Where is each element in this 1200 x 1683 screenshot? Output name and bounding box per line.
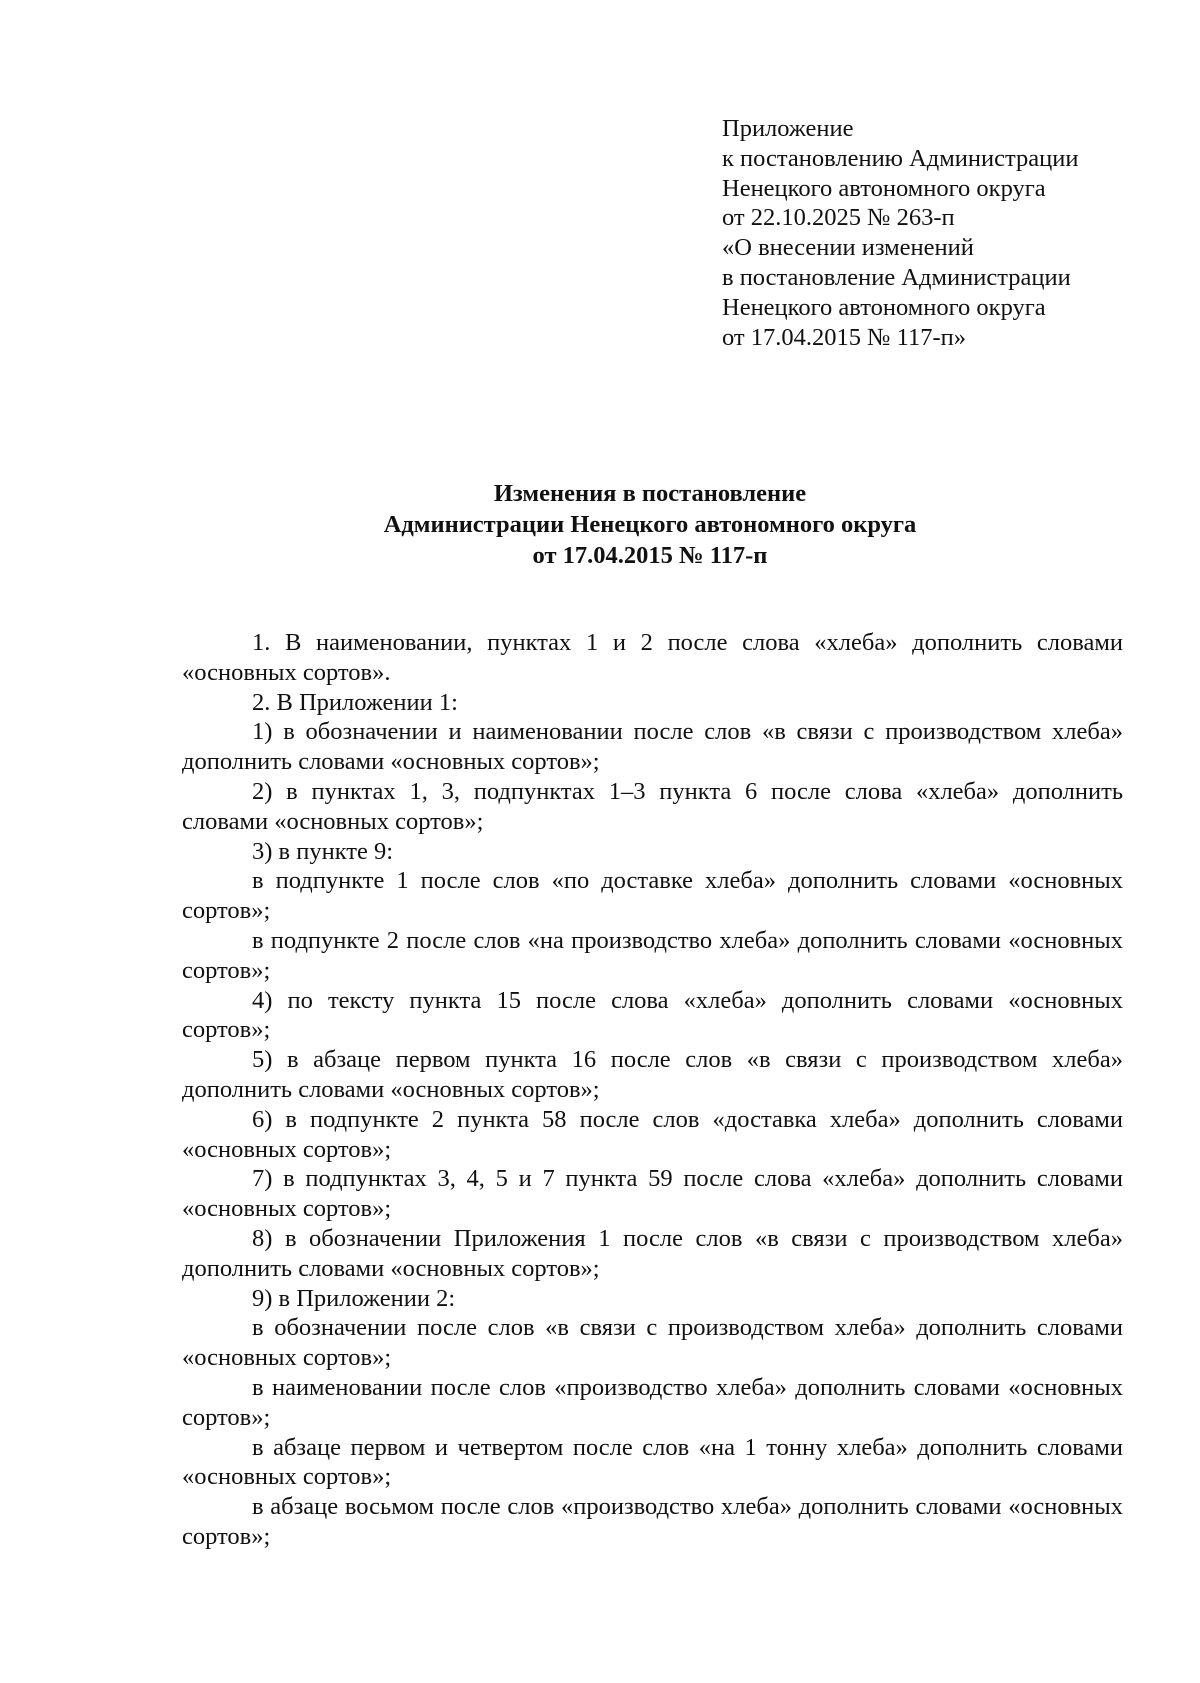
attachment-line: от 22.10.2025 № 263-п xyxy=(722,204,955,232)
document-title xyxy=(170,478,1130,571)
document-body xyxy=(182,628,1123,1552)
attachment-line: от 17.04.2015 № 117-п» xyxy=(722,323,966,351)
paragraph: 6) в подпункте 2 пункта 58 после слов «доставка хлеба» дополнить словами «основных сортов»; xyxy=(182,1105,1123,1163)
paragraph: 5) в абзаце первом пункта 16 после слов «в связи с производством хлеба» дополнить словами «основных сортов»; xyxy=(182,1046,1123,1103)
attachment-header xyxy=(722,114,1142,352)
attachment-line: к постановлению Администрации xyxy=(722,144,1079,172)
paragraph: в абзаце первом и четвертом после слов «на 1 тонну хлеба» дополнить словами «основных сортов»; xyxy=(182,1433,1123,1491)
paragraph: 2) в пунктах 1, 3, подпунктах 1–3 пункта 6 после слова «хлеба» дополнить словами «основных сортов»; xyxy=(182,777,1123,835)
attachment-line: «О внесении изменений xyxy=(722,234,974,262)
paragraph: 4) по тексту пункта 15 после слова «хлеба» дополнить словами «основных сортов»; xyxy=(182,986,1123,1044)
paragraph: 1. В наименовании, пунктах 1 и 2 после слова «хлеба» дополнить словами «основных сортов». xyxy=(182,629,1123,686)
attachment-line: Приложение xyxy=(722,115,854,142)
paragraph: 1) в обозначении и наименовании после слов «в связи с производством хлеба» дополнить словами «основных сортов»; xyxy=(182,718,1123,776)
title-line: Изменения в постановление xyxy=(493,480,807,507)
paragraph: в подпункте 2 после слов «на производство хлеба» дополнить словами «основных сортов»; xyxy=(182,926,1123,984)
attachment-line: Ненецкого автономного округа xyxy=(722,174,1046,202)
paragraph: 2. В Приложении 1: xyxy=(252,688,458,716)
attachment-line: Ненецкого автономного округа xyxy=(722,293,1046,321)
paragraph: в обозначении после слов «в связи с производством хлеба» дополнить словами «основных сортов»; xyxy=(182,1314,1123,1372)
title-line: от 17.04.2015 № 117-п xyxy=(532,542,768,569)
paragraph: в наименовании после слов «производство хлеба» дополнить словами «основных сортов»; xyxy=(182,1373,1123,1431)
paragraph: 8) в обозначении Приложения 1 после слов «в связи с производством хлеба» дополнить словами «основных сортов»; xyxy=(182,1224,1123,1282)
paragraph: в подпункте 1 после слов «по доставке хлеба» дополнить словами «основных сортов»; xyxy=(182,867,1123,925)
title-line: Администрации Ненецкого автономного округа xyxy=(383,511,917,538)
paragraph: 9) в Приложении 2: xyxy=(252,1284,456,1312)
paragraph: 7) в подпунктах 3, 4, 5 и 7 пункта 59 после слова «хлеба» дополнить словами «основных сортов»; xyxy=(182,1165,1123,1223)
paragraph: 3) в пункте 9: xyxy=(252,837,394,865)
paragraph: в абзаце восьмом после слов «производство хлеба» дополнить словами «основных сортов»; xyxy=(182,1493,1123,1550)
attachment-line: в постановление Администрации xyxy=(722,263,1071,291)
